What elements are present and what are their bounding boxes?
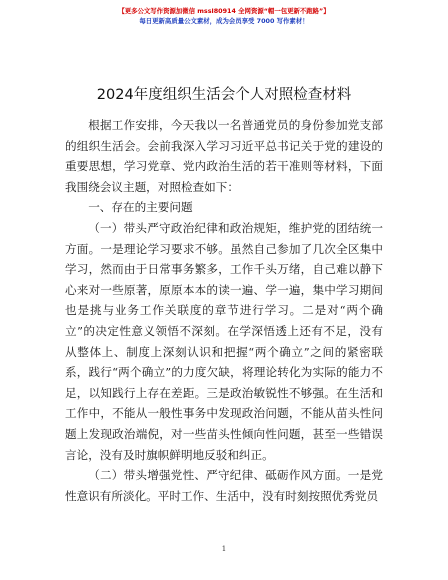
body-paragraph: （二）带头增强党性、严守纪律、砥砺作风方面。一是党性意识有所淡化。平时工作、生活中，没有时刻按照优秀党员 [65, 468, 383, 503]
promo-banner-line-2: 每日更新高质量公文素材，成为会员享受 7000 写作素材！ [139, 17, 309, 25]
promo-banner-line-1: 【更多公文写作资源加微信 mssl80914 全网资源“帽一包更新不跑路”】 [118, 7, 330, 15]
intro-paragraph: 根据工作安排，今天我以一名普通党员的身份参加党支部的组织生活会。会前我深入学习习近平总书记关于党的建设的重要思想，学习党章、党内政治生活的若干准则等材料，下面我围绕会议主题，对照检查如下： [65, 118, 383, 194]
page-number: 1 [221, 545, 227, 553]
document-body [65, 115, 383, 506]
document-title: 2024年度组织生活会个人对照检查材料 [96, 87, 352, 103]
promo-banner [0, 6, 448, 26]
body-paragraph: （一）带头严守政治纪律和政治规矩，维护党的团结统一方面。一是理论学习要求不够。虽然自己参加了几次全区集中学习，然而由于日常事务繁多，工作千头万绪，自己难以静下心来对一些原著，原原本本的读一遍、学一遍，集中学习期间也是挑与业务工作关联度的章节进行学习。二是对“两个确立”的决定性意义领悟不深刻。在学深悟透上还有不足，没有从整体上、制度上深刻认识和把握“两个确立”之间的紧密联系，践行“两个确立”的力度欠缺，将理论转化为实际的能力不足，以知践行上存在差距。三是政治敏锐性不够强。在生活和工作中，不能从一般性事务中发现政治问题，不能从苗头性问题上发现政治端倪，对一些苗头性倾向性问题，甚至一些错误言论，没有及时旗帜鲜明地反驳和纠正。 [65, 220, 383, 462]
section-heading: 一、存在的主要问题 [88, 200, 193, 215]
